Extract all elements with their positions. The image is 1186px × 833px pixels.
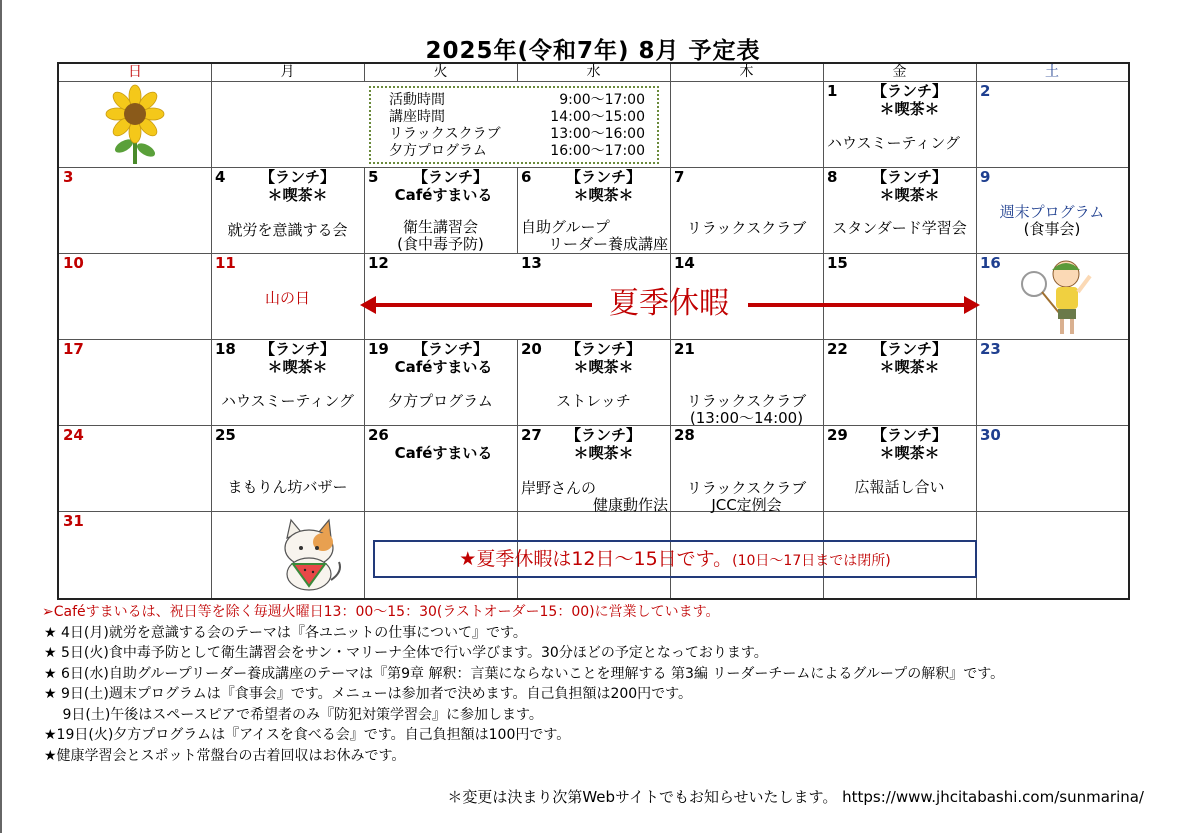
- day-cell-9: 9 週末プログラム (食事会): [980, 168, 1105, 238]
- schedule-row: 夕方プログラム 16:00～17:00: [389, 143, 645, 159]
- day-cell-1: 1 【ランチ】 ＊喫茶＊ ハウスミーティング: [827, 82, 961, 152]
- day-cell-12: 12: [368, 254, 389, 272]
- note-item: 9日(土)午後はスペースピアで希望者のみ『防犯対策学習会』に参加します。: [44, 706, 543, 723]
- grid-line: [517, 64, 518, 82]
- day-cell-13: 13: [521, 254, 542, 272]
- day-cell-14: 14: [674, 254, 695, 272]
- day-cell-28: 28 リラックスクラブ JCC定例会: [674, 426, 807, 514]
- footer-note: ＊変更は決まり次第Webサイトでもお知らせいたします。 https://www.jhcitabashi.com/sunmarina/: [447, 788, 1144, 806]
- day-cell-16: 16: [976, 254, 1128, 339]
- cafe-note: ➢Caféすまいるは、祝日等を除く毎週火曜日13：00～15：30(ラストオーダー15：00)に営業しています。: [42, 604, 720, 620]
- summer-vacation-label: 夏季休暇: [609, 286, 729, 321]
- notes-list: [44, 602, 1004, 766]
- weekday-sun: 日: [128, 64, 142, 80]
- day-cell-29: 29 【ランチ】 ＊喫茶＊ 広報話し合い: [827, 426, 947, 496]
- page-edge: [0, 0, 2, 833]
- weekday-wed: 水: [586, 64, 601, 80]
- day-cell-18: 18 【ランチ】 ＊喫茶＊ ハウスミーティング: [215, 340, 355, 410]
- note-item: ★ 9日(土)週末プログラムは『食事会』です。メニューは参加者で決めます。自己負担額は200円です。: [44, 686, 693, 702]
- weekday-thu: 木: [739, 64, 754, 80]
- cell-cat: [211, 512, 364, 598]
- day-cell-22: 22 【ランチ】 ＊喫茶＊: [827, 340, 947, 376]
- day-cell-30: 30: [980, 426, 1001, 444]
- day-cell-6: 6 【ランチ】 ＊喫茶＊ 自助グループ リーダー養成講座: [521, 168, 668, 253]
- cat-watermelon-icon: [269, 514, 347, 594]
- sunflower-icon: [100, 84, 170, 166]
- note-item: ★ 6日(水)自助グループリーダー養成講座のテーマは『第9章 解釈：言葉にならないことを理解する 第3編 リーダーチームによるグループの解釈』です。: [44, 665, 1005, 682]
- day-cell-21: 21 リラックスクラブ (13:00～14:00): [674, 340, 807, 427]
- weekday-tue: 火: [433, 64, 448, 80]
- cell-empty-sat: [976, 512, 1128, 598]
- day-cell-25: 25 まもりん坊バザー: [215, 426, 348, 496]
- day-cell-3: 3: [63, 168, 74, 186]
- day-cell-7: 7 リラックスクラブ: [674, 168, 807, 237]
- day-cell-20: 20 【ランチ】 ＊喫茶＊ ストレッチ: [521, 340, 641, 410]
- day-cell-19: 19 【ランチ】 Caféすまいる 夕方プログラム: [368, 340, 493, 410]
- day-cell-11: 11 山の日: [215, 254, 310, 307]
- day-cell-27: 27 【ランチ】 ＊喫茶＊ 岸野さんの 健康動作法: [521, 426, 668, 514]
- schedule-row: リラックスクラブ 13:00～16:00: [389, 126, 645, 142]
- day-cell-17: 17: [63, 340, 84, 358]
- page-title: 2025年(令和7年) 8月 予定表: [425, 38, 761, 64]
- note-item: ★19日(火)夕方プログラムは『アイスを食べる会』です。自己負担額は100円です。: [44, 727, 571, 743]
- day-cell-31: 31: [63, 512, 84, 530]
- calendar-grid: [57, 62, 1130, 600]
- day-cell-15: 15: [827, 254, 848, 272]
- grid-line: [364, 64, 365, 82]
- day-cell-8: 8 【ランチ】 ＊喫茶＊ スタンダード学習会: [827, 168, 967, 237]
- weekday-mon: 月: [280, 64, 295, 80]
- day-cell-10: 10: [63, 254, 84, 272]
- weekday-sat: 土: [1045, 64, 1059, 80]
- child-with-net-icon: [1018, 254, 1098, 338]
- note-item: ★ 5日(火)食中毒予防として衛生講習会をサン・マリーナ全体で行い学びます。30分ほどの予定となっております。: [44, 645, 768, 661]
- day-cell-23: 23: [980, 340, 1001, 358]
- cell-empty-sun: [59, 82, 211, 167]
- schedule-row: 講座時間 14:00～15:00: [389, 109, 645, 125]
- schedule-row: 活動時間 9:00～17:00: [389, 92, 645, 108]
- day-cell-24: 24: [63, 426, 84, 444]
- note-item: ★健康学習会とスポット常盤台の古着回収はお休みです。: [44, 747, 406, 764]
- day-cell-5: 5 【ランチ】 Caféすまいる 衛生講習会 (食中毒予防): [368, 168, 493, 253]
- schedule-box: [369, 86, 659, 164]
- day-cell-4: 4 【ランチ】 ＊喫茶＊ 就労を意識する会: [215, 168, 348, 239]
- weekday-fri: 金: [892, 64, 907, 80]
- summer-banner: ★夏季休暇は12日～15日です。(10日～17日までは閉所): [373, 540, 977, 578]
- note-item: ★ 4日(月)就労を意識する会のテーマは『各ユニットの仕事について』です。: [44, 624, 527, 641]
- day-cell-26: 26 Caféすまいる: [368, 426, 493, 462]
- day-cell-2: 2: [980, 82, 991, 100]
